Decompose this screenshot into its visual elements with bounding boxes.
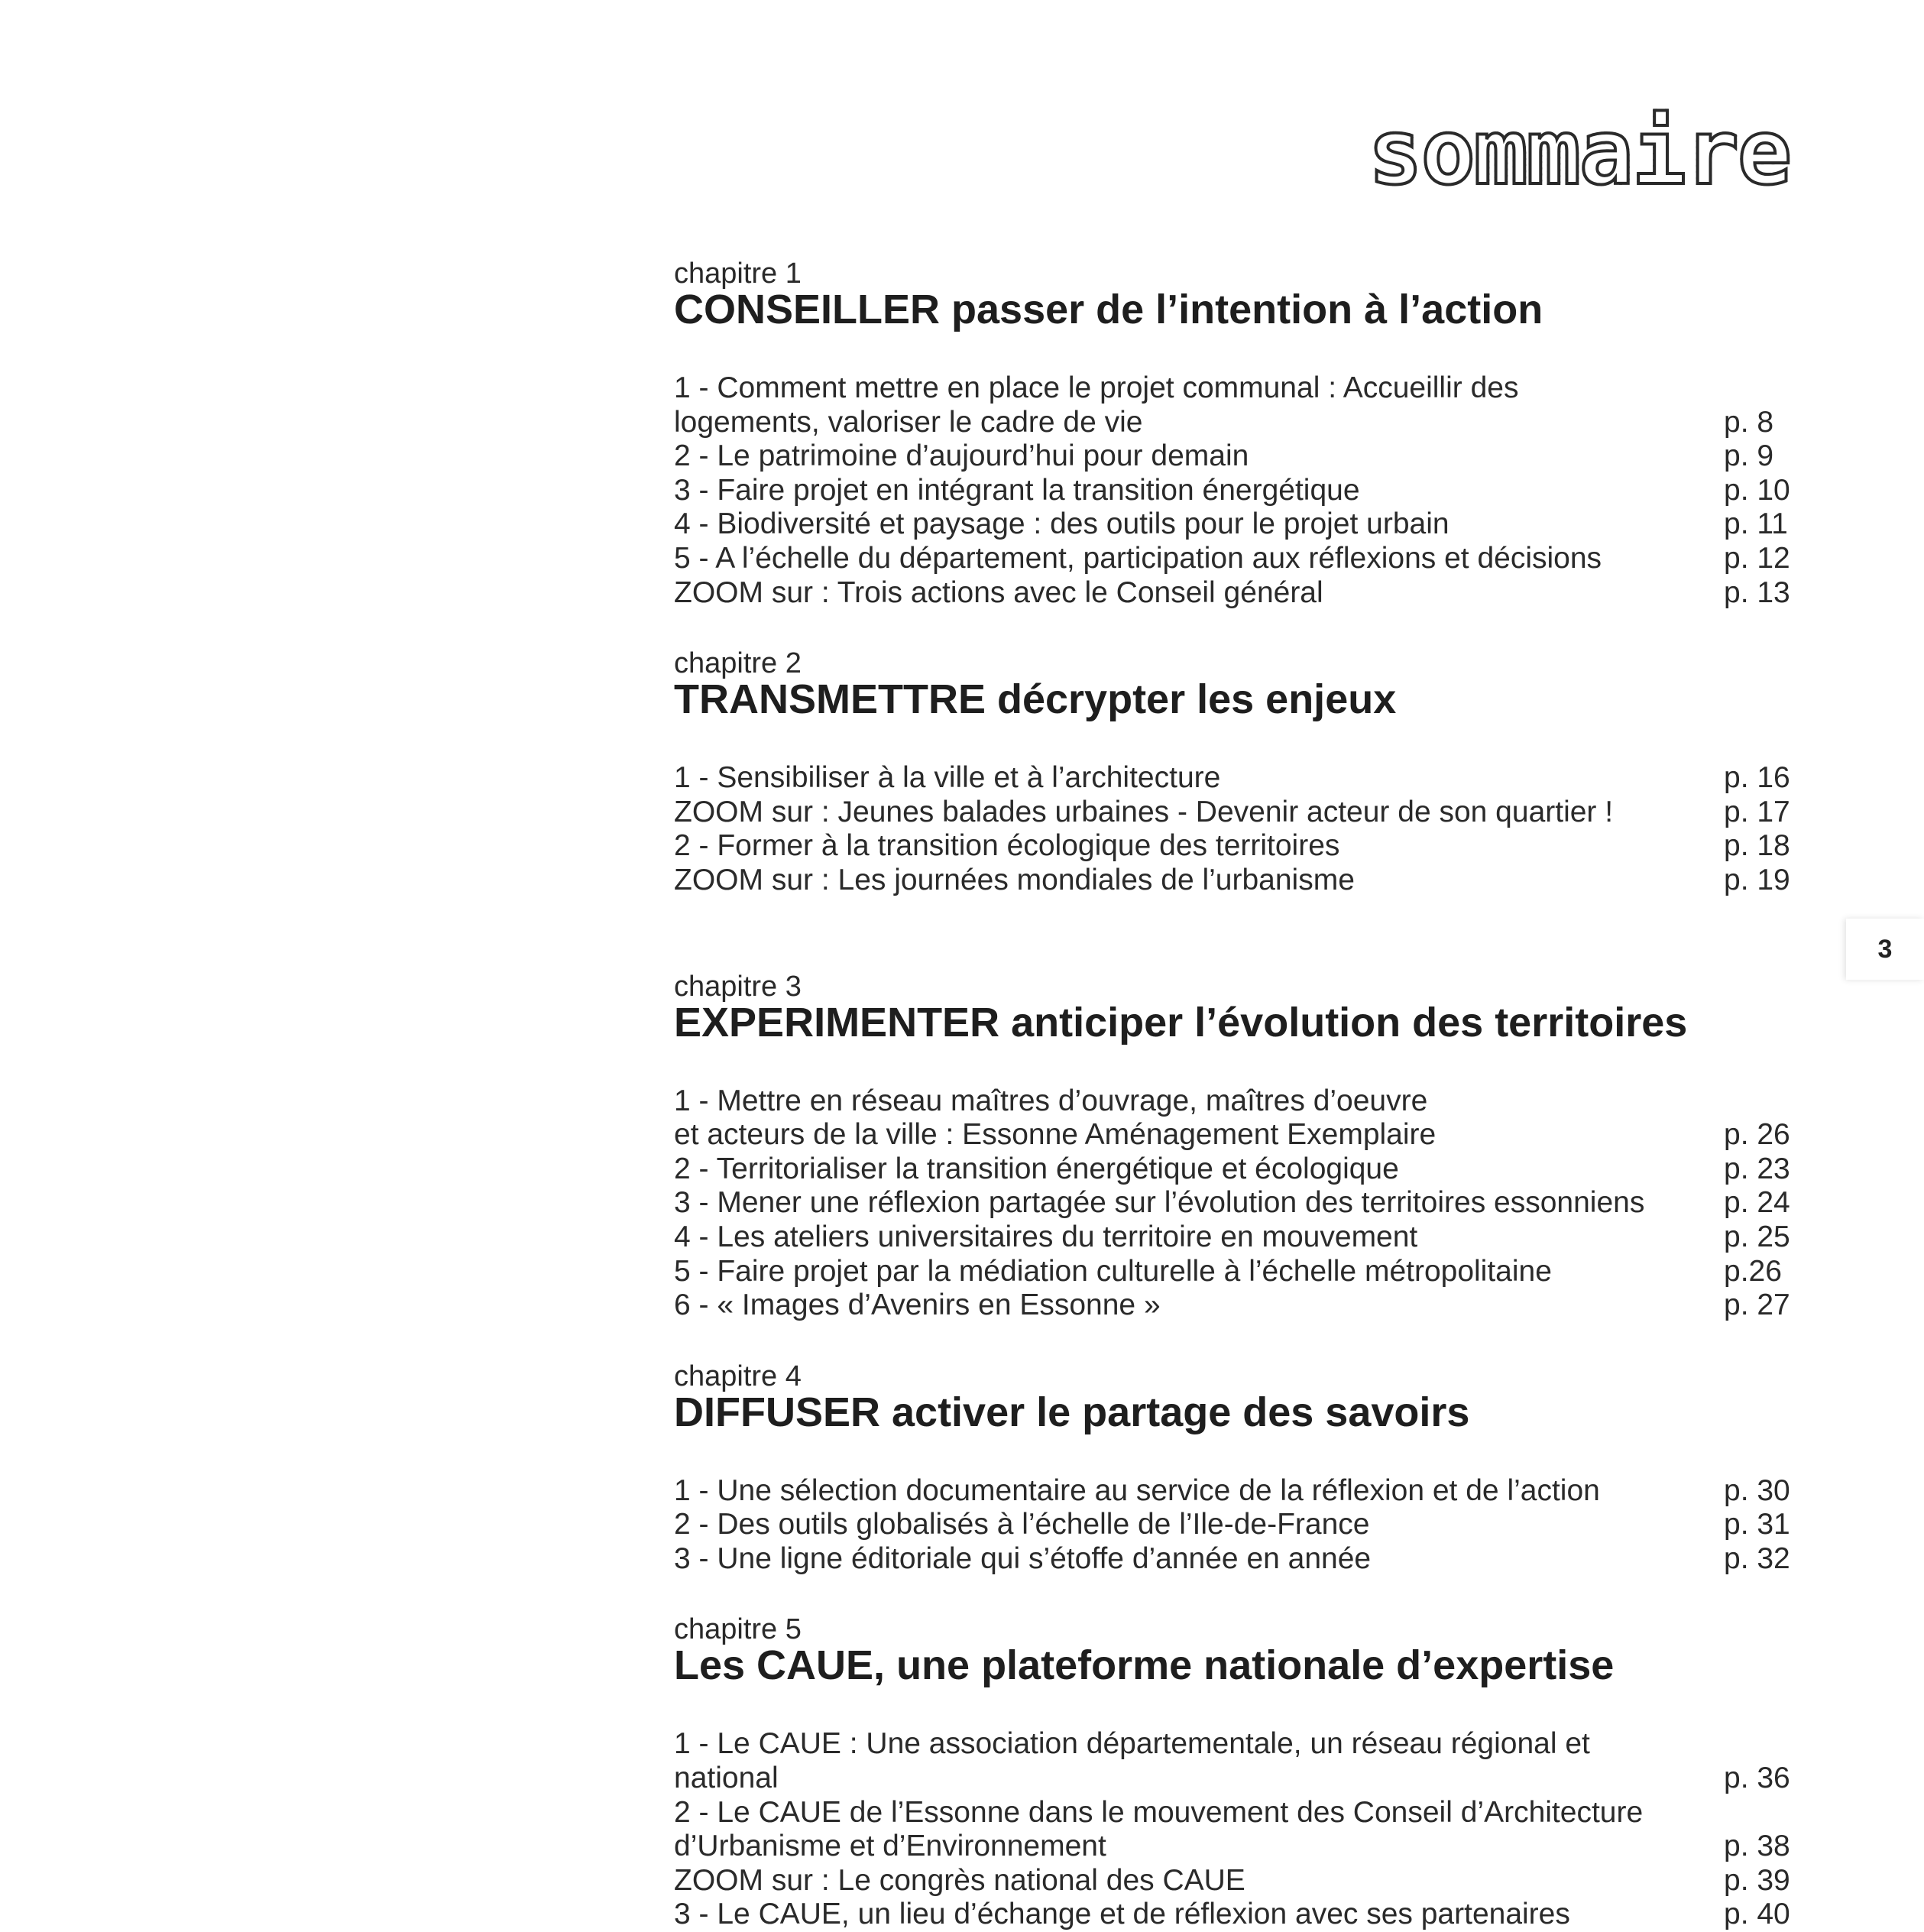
toc-entry-page: p. 24 bbox=[1724, 1186, 1790, 1220]
toc-entry-text: 3 - Le CAUE, un lieu d’échange et de réflexion avec ses partenaires bbox=[674, 1898, 1570, 1931]
spacer bbox=[674, 1323, 1790, 1361]
toc-entry[interactable] bbox=[674, 507, 1790, 542]
spacer bbox=[674, 610, 1790, 648]
toc-entry-text: ZOOM sur : Jeunes balades urbaines - Devenir acteur de son quartier ! bbox=[674, 795, 1614, 828]
toc-entry[interactable] bbox=[674, 1474, 1790, 1509]
toc-entry-page: p. 13 bbox=[1724, 575, 1790, 609]
toc-entry[interactable] bbox=[674, 542, 1790, 576]
toc-entry-text: ZOOM sur : Les journées mondiales de l’urbanisme bbox=[674, 863, 1355, 896]
chapter-2 bbox=[674, 648, 1790, 897]
toc-entry[interactable] bbox=[674, 1727, 1790, 1795]
toc-entry-text: 3 - Une ligne éditoriale qui s’étoffe d’année en année bbox=[674, 1541, 1372, 1575]
toc-entry[interactable] bbox=[674, 1084, 1790, 1152]
toc-entry-text: 2 - Le patrimoine d’aujourd’hui pour demain bbox=[674, 439, 1249, 473]
toc-entry[interactable] bbox=[674, 1289, 1790, 1323]
toc-entry[interactable] bbox=[674, 1542, 1790, 1577]
toc-entry-page: p. 8 bbox=[1724, 405, 1774, 439]
toc-entry-text: 1 - Une sélection documentaire au service de la réflexion et de l’action bbox=[674, 1473, 1600, 1507]
toc-entry-text: ZOOM sur : Le congrès national des CAUE bbox=[674, 1863, 1245, 1897]
toc-entry[interactable] bbox=[674, 1508, 1790, 1542]
toc-entry-text: 1 - Mettre en réseau maîtres d’ouvrage, maîtres d’oeuvre et acteurs de la ville : Essonne Aménagement Exemplaire bbox=[674, 1084, 1437, 1152]
toc-entry[interactable] bbox=[674, 1898, 1790, 1932]
toc-entry[interactable] bbox=[674, 1864, 1790, 1898]
toc-entry[interactable] bbox=[674, 1152, 1790, 1187]
toc-entry-page: p. 26 bbox=[1724, 1118, 1790, 1152]
chapter-heading[interactable]: DIFFUSER activer le partage des savoirs bbox=[674, 1389, 1470, 1435]
toc-entry-page: p. 11 bbox=[1724, 507, 1788, 541]
chapter-heading[interactable]: Les CAUE, une plateforme nationale d’expertise bbox=[674, 1642, 1615, 1689]
toc-entry-page: p. 36 bbox=[1724, 1762, 1790, 1795]
page-title: sommaire bbox=[1368, 99, 1790, 205]
toc-entry-page: p.26 bbox=[1724, 1254, 1782, 1288]
toc-entry[interactable] bbox=[674, 829, 1790, 864]
toc-entry[interactable] bbox=[674, 864, 1790, 898]
chapter-entries bbox=[674, 1727, 1790, 1932]
spacer bbox=[674, 898, 1790, 971]
toc-entry-text: 2 - Le CAUE de l’Essonne dans le mouvement des Conseil d’Architecture d’Urbanisme et d’Environnement bbox=[674, 1795, 1644, 1863]
toc-entry-text: 5 - A l’échelle du département, participation aux réflexions et décisions bbox=[674, 541, 1602, 575]
chapter-label: chapitre 3 bbox=[674, 970, 802, 1003]
table-of-contents bbox=[674, 258, 1790, 1932]
toc-entry-page: p. 10 bbox=[1724, 473, 1790, 507]
toc-entry-page: p. 38 bbox=[1724, 1830, 1790, 1863]
chapter-label: chapitre 2 bbox=[674, 647, 802, 680]
toc-entry-text: 2 - Des outils globalisés à l’échelle de l’Ile-de-France bbox=[674, 1508, 1370, 1541]
toc-entry-page: p. 17 bbox=[1724, 795, 1790, 828]
toc-entry-page: p. 19 bbox=[1724, 863, 1790, 896]
chapter-1 bbox=[674, 258, 1790, 610]
chapter-4 bbox=[674, 1361, 1790, 1577]
toc-entry-page: p. 30 bbox=[1724, 1473, 1790, 1507]
chapter-3 bbox=[674, 971, 1790, 1323]
toc-entry-text: 1 - Le CAUE : Une association départementale, un réseau régional et national bbox=[674, 1727, 1590, 1795]
toc-entry-text: 4 - Biodiversité et paysage : des outils pour le projet urbain bbox=[674, 507, 1449, 541]
toc-entry-text: ZOOM sur : Trois actions avec le Conseil général bbox=[674, 575, 1323, 609]
toc-entry[interactable] bbox=[674, 796, 1790, 830]
toc-entry-page: p. 27 bbox=[1724, 1289, 1790, 1322]
toc-entry-page: p. 39 bbox=[1724, 1863, 1790, 1897]
toc-entry-text: 3 - Faire projet en intégrant la transition énergétique bbox=[674, 473, 1360, 507]
toc-entry[interactable] bbox=[674, 1255, 1790, 1289]
toc-entry-page: p. 12 bbox=[1724, 541, 1790, 575]
chapter-entries bbox=[674, 1474, 1790, 1577]
toc-entry[interactable] bbox=[674, 1796, 1790, 1864]
toc-entry-text: 4 - Les ateliers universitaires du territoire en mouvement bbox=[674, 1220, 1418, 1253]
toc-entry-page: p. 40 bbox=[1724, 1898, 1790, 1931]
toc-entry-page: p. 32 bbox=[1724, 1541, 1790, 1575]
toc-entry-text: 1 - Sensibiliser à la ville et à l’architecture bbox=[674, 761, 1221, 795]
chapter-heading[interactable]: EXPERIMENTER anticiper l’évolution des territoires bbox=[674, 999, 1688, 1045]
toc-entry[interactable] bbox=[674, 761, 1790, 796]
chapter-entries bbox=[674, 1084, 1790, 1323]
chapter-5 bbox=[674, 1614, 1790, 1932]
toc-entry-page: p. 16 bbox=[1724, 761, 1790, 795]
toc-entry[interactable] bbox=[674, 1220, 1790, 1255]
page-number: 3 bbox=[1877, 934, 1893, 964]
toc-entry[interactable] bbox=[674, 576, 1790, 611]
chapter-heading[interactable]: CONSEILLER passer de l’intention à l’action bbox=[674, 287, 1543, 332]
toc-entry-text: 5 - Faire projet par la médiation culturelle à l’échelle métropolitaine bbox=[674, 1254, 1552, 1288]
toc-entry[interactable] bbox=[674, 474, 1790, 508]
chapter-heading[interactable]: TRANSMETTRE décrypter les enjeux bbox=[674, 676, 1397, 723]
toc-entry-text: 3 - Mener une réflexion partagée sur l’évolution des territoires essonniens bbox=[674, 1186, 1645, 1220]
toc-entry-text: 2 - Former à la transition écologique des territoires bbox=[674, 829, 1340, 863]
toc-entry[interactable] bbox=[674, 1186, 1790, 1220]
chapter-label: chapitre 1 bbox=[674, 258, 802, 290]
toc-entry-text: 6 - « Images d’Avenirs en Essonne » bbox=[674, 1289, 1161, 1322]
page-number-tab bbox=[1846, 919, 1924, 980]
toc-entry-page: p. 23 bbox=[1724, 1152, 1790, 1185]
chapter-entries bbox=[674, 761, 1790, 897]
chapter-entries bbox=[674, 371, 1790, 610]
toc-entry[interactable] bbox=[674, 371, 1790, 439]
chapter-label: chapitre 5 bbox=[674, 1613, 802, 1646]
spacer bbox=[674, 1576, 1790, 1614]
chapter-label: chapitre 4 bbox=[674, 1360, 802, 1392]
toc-entry[interactable] bbox=[674, 439, 1790, 474]
toc-entry-page: p. 31 bbox=[1724, 1508, 1790, 1541]
toc-entry-page: p. 25 bbox=[1724, 1220, 1790, 1253]
toc-entry-text: 1 - Comment mettre en place le projet communal : Accueillir des logements, valoriser le cadre de vie bbox=[674, 371, 1519, 439]
toc-entry-page: p. 18 bbox=[1724, 829, 1790, 863]
toc-entry-text: 2 - Territorialiser la transition énergétique et écologique bbox=[674, 1152, 1399, 1185]
toc-entry-page: p. 9 bbox=[1724, 439, 1774, 473]
